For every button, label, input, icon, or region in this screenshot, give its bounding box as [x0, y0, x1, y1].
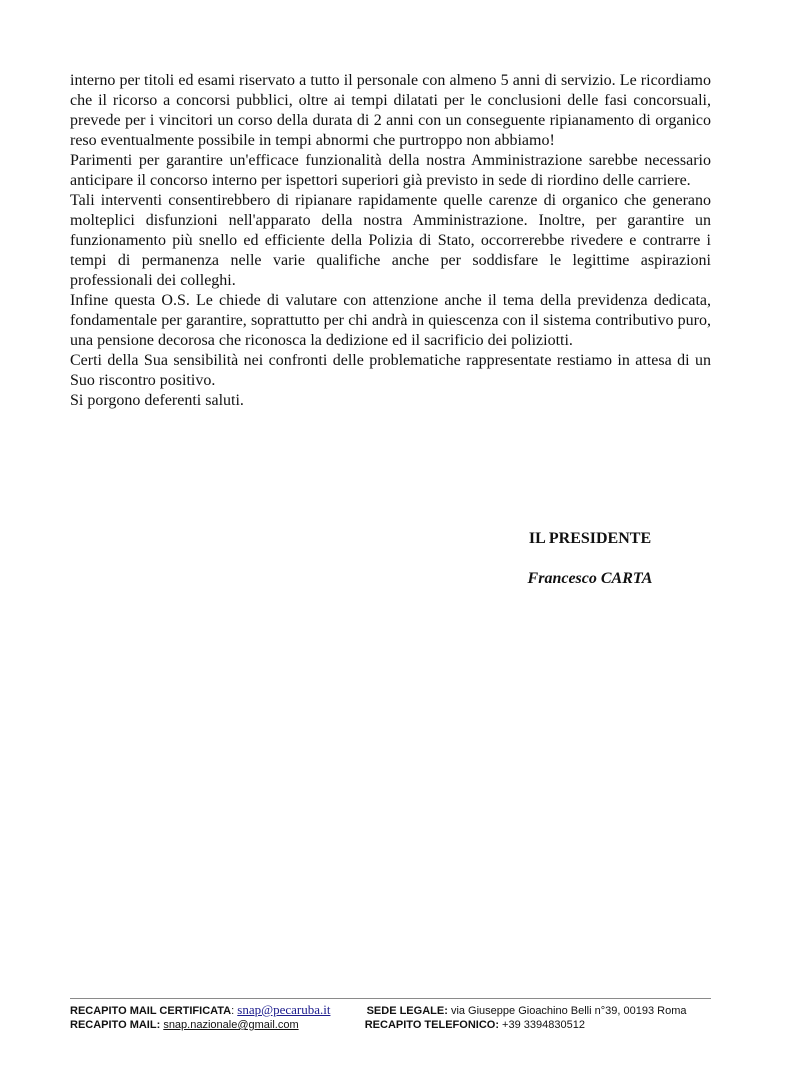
phone-label: RECAPITO TELEFONICO:	[364, 1019, 499, 1031]
paragraph: Tali interventi consentirebbero di ripianare rapidamente quelle carenze di organico che generano molteplici disfunzioni nell'apparato della nostra Amministrazione. Inoltre, per garantire un funzionamento più snello ed efficiente della Polizia di Stato, occorrerebbe rivedere e contrarre i tempi di permanenza nelle varie qualifiche anche per soddisfare le legittime aspirazioni professionali dei colleghi.	[70, 192, 711, 289]
paragraph: Parimenti per garantire un'efficace funzionalità della nostra Amministrazione sarebbe necessario anticipare il concorso interno per ispettori superiori già previsto in sede di riordino delle carriere.	[70, 152, 711, 189]
paragraph: Si porgono deferenti saluti.	[70, 392, 244, 409]
sede-label: SEDE LEGALE:	[366, 1005, 448, 1017]
footer-line-2	[70, 1019, 730, 1031]
pec-email-link[interactable]: snap@pecaruba.it	[237, 1002, 331, 1017]
paragraph: Infine questa O.S. Le chiede di valutare con attenzione anche il tema della previdenza dedicata, fondamentale per garantire, soprattutto per chi andrà in quiescenza con il sistema contributivo puro, una pensione decorosa che riconosca la dedizione ed il sacrificio dei poliziotti.	[70, 292, 711, 349]
footer-line-1	[70, 1002, 730, 1018]
paragraph: interno per titoli ed esami riservato a tutto il personale con almeno 5 anni di servizio. Le ricordiamo che il ricorso a concorsi pubblici, oltre ai tempi dilatati per le conclusioni delle fasi concorsuali, prevede per i vincitori un corso della durata di 2 anni con un conseguente ripianamento di organico reso eventualmente possibile in tempi abnormi che purtroppo non abbiamo!	[70, 72, 711, 149]
pec-separator: :	[231, 1005, 238, 1017]
pec-label: RECAPITO MAIL CERTIFICATA	[70, 1005, 232, 1017]
sede-address: via Giuseppe Gioachino Belli n°39, 00193 Roma	[450, 1005, 687, 1017]
phone-number: +39 3394830512	[502, 1019, 585, 1031]
signature-title: IL PRESIDENTE	[528, 530, 652, 547]
signature-name: Francesco CARTA	[527, 570, 653, 587]
mail-label: RECAPITO MAIL:	[70, 1019, 161, 1031]
mail-email-link[interactable]: snap.nazionale@gmail.com	[163, 1019, 299, 1031]
letter-body	[70, 71, 711, 411]
paragraph: Certi della Sua sensibilità nei confronti delle problematiche rappresentate restiamo in attesa di un Suo riscontro positivo.	[70, 352, 711, 389]
footer-divider	[70, 998, 711, 999]
